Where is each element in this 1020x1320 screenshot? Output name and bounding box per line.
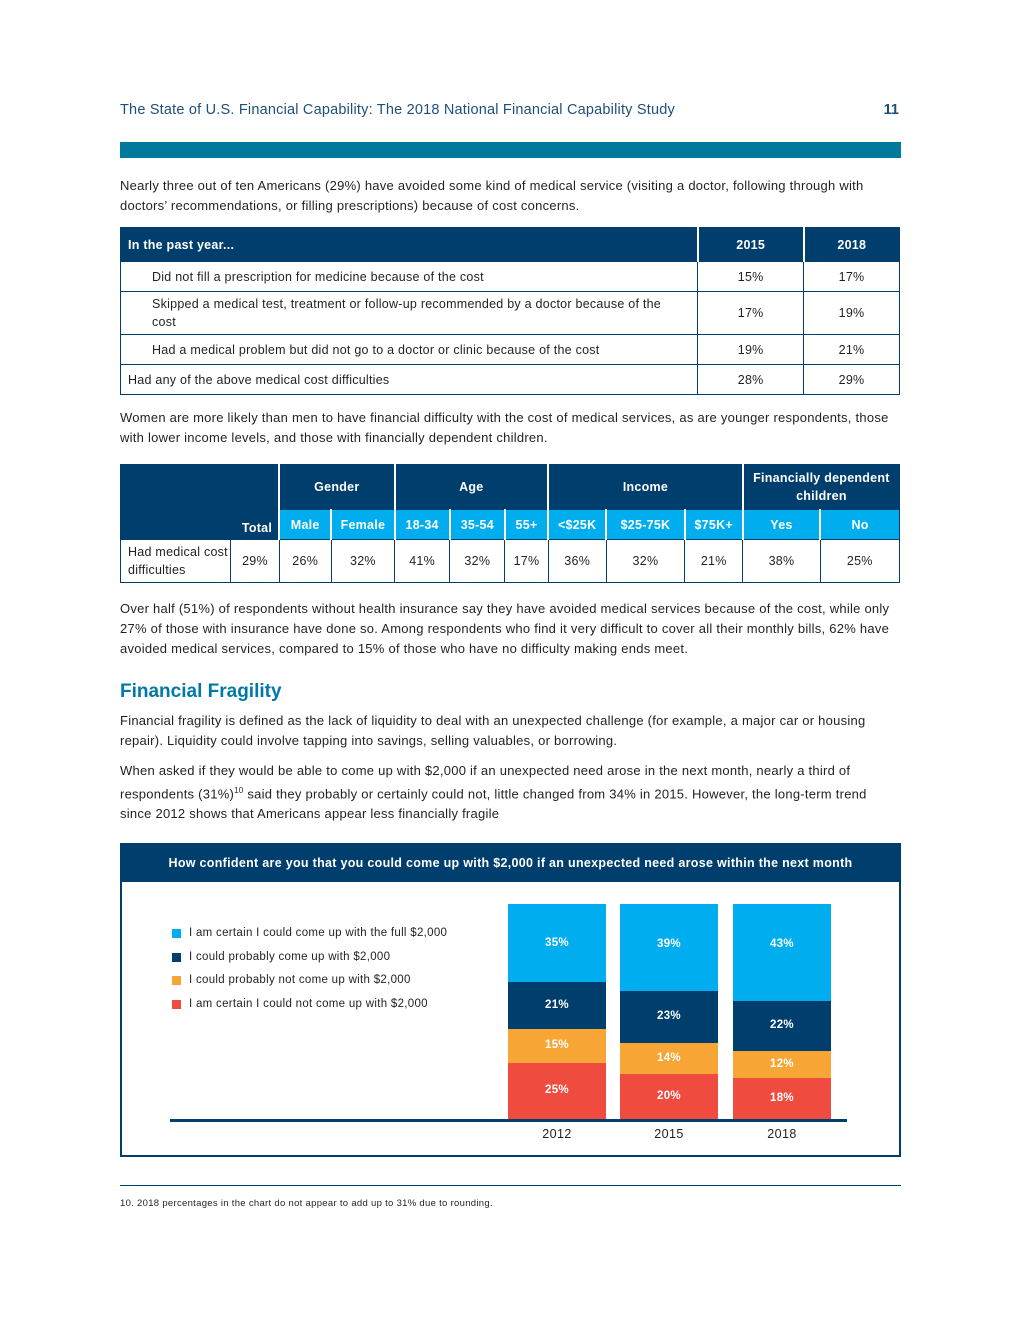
legend-label: I could probably come up with $2,000 (189, 950, 391, 963)
table-header-2018: 2018 (804, 228, 900, 262)
row-label: Had any of the above medical cost difficulties (121, 365, 698, 395)
col-male: Male (279, 510, 331, 540)
chart-title: How confident are you that you could come up with $2,000 if an unexpected need arose within the next month (122, 845, 899, 882)
cell-2018: 17% (804, 262, 900, 292)
cell-2015: 28% (698, 365, 804, 395)
table-header-label: In the past year... (121, 228, 698, 262)
bar-segment: 18% (733, 1078, 831, 1119)
header-title: The State of U.S. Financial Capability: The 2018 National Financial Capability Study (120, 102, 675, 118)
footnote-ref: 10 (234, 786, 244, 795)
page-number: 11 (883, 102, 899, 118)
table-row (121, 262, 900, 292)
legend-label: I could probably not come up with $2,000 (189, 974, 411, 986)
col-yes: Yes (743, 510, 820, 540)
group-income: Income (548, 465, 743, 510)
legend-label: I am certain I could come up with the full $2,000 (189, 927, 448, 939)
cell-yes: 38% (743, 540, 820, 583)
col-18-34: 18-34 (395, 510, 450, 540)
col-under-25k: <$25K (548, 510, 606, 540)
bar-segment: 23% (620, 991, 718, 1043)
section-title: Financial Fragility (120, 681, 282, 702)
x-tick-label: 2015 (654, 1127, 684, 1141)
table-row (121, 365, 900, 395)
table-header-row (121, 228, 900, 262)
cell-2015: 17% (698, 292, 804, 335)
bar-segment: 12% (733, 1051, 831, 1078)
demographics-table (120, 464, 900, 583)
row-label: Had medical cost difficulties (121, 540, 231, 583)
cell-no: 25% (820, 540, 899, 583)
col-75k-plus: $75K+ (685, 510, 743, 540)
paragraph-fragility-definition: Financial fragility is defined as the lack of liquidity to deal with an unexpected challenge (for example, a major car or housing repair). Liquidity could involve tapping into savings, selling valuables, or borrowing. (120, 713, 866, 748)
group-gender: Gender (279, 465, 394, 510)
legend-swatch (172, 929, 181, 938)
cell-2018: 29% (804, 365, 900, 395)
confidence-chart (120, 843, 901, 1157)
cell-75k-plus: 21% (685, 540, 743, 583)
row-label: Did not fill a prescription for medicine because of the cost (121, 262, 698, 292)
header-total: Total (121, 465, 280, 540)
chart-baseline (170, 1119, 847, 1122)
col-no: No (820, 510, 899, 540)
bar-segment: 14% (620, 1043, 718, 1074)
table-row (121, 540, 900, 583)
bar-segment: 15% (508, 1029, 606, 1063)
group-header-row (121, 465, 900, 510)
group-children: Financially dependent children (743, 465, 900, 510)
legend-swatch (172, 1000, 181, 1009)
cell-25-75k: 32% (606, 540, 684, 583)
cell-18-34: 41% (395, 540, 450, 583)
bar-segment: 20% (620, 1074, 718, 1119)
paragraph-insurance: Over half (51%) of respondents without health insurance say they have avoided medical services because of the cost, while only 27% of those with insurance have done so. Among respondents who find it very difficult to cover all their monthly bills, 62% have avoided medical services, compared to 15% of those who have no difficulty making ends meet. (120, 601, 890, 656)
table-header-2015: 2015 (698, 228, 804, 262)
col-25-75k: $25-75K (606, 510, 684, 540)
medical-cost-table (120, 227, 900, 395)
cell-2018: 19% (804, 292, 900, 335)
paragraph-demographics: Women are more likely than men to have financial difficulty with the cost of medical services, as are younger respondents, those with lower income levels, and those with financially dependent children. (120, 410, 889, 445)
col-35-54: 35-54 (450, 510, 505, 540)
intro-paragraph: Nearly three out of ten Americans (29%) have avoided some kind of medical service (visiting a doctor, following through with doctors’ recommendations, or filling prescriptions) because of cost concerns. (120, 178, 864, 213)
col-female: Female (331, 510, 394, 540)
paragraph-text: When asked if they would be able to come up with $2,000 if an unexpected need arose in the next month, nearly a third of respondents (31%) (120, 763, 851, 802)
bar-segment: 25% (508, 1063, 606, 1119)
cell-35-54: 32% (450, 540, 505, 583)
legend-swatch (172, 953, 181, 962)
cell-2018: 21% (804, 335, 900, 365)
bar-segment: 43% (733, 904, 831, 1001)
legend-label: I am certain I could not come up with $2,000 (189, 997, 428, 1010)
x-tick-label: 2012 (542, 1127, 572, 1141)
group-age: Age (395, 465, 549, 510)
paragraph-fragility-trend (120, 761, 901, 824)
bar-segment: 21% (508, 982, 606, 1029)
cell-2015: 19% (698, 335, 804, 365)
footnote: 10. 2018 percentages in the chart do not appear to add up to 31% due to rounding. (120, 1198, 493, 1209)
page-header (120, 102, 901, 122)
header-bar (120, 142, 901, 158)
bar-segment: 35% (508, 904, 606, 982)
table-row (121, 292, 900, 335)
footnote-rule (120, 1185, 901, 1186)
cell-2015: 15% (698, 262, 804, 292)
legend-swatch (172, 976, 181, 985)
bar-segment: 39% (620, 904, 718, 991)
paragraph-text: said they probably or certainly could not, little changed from 34% in 2015. However, the long-term trend since 2012 shows that Americans appear less financially fragile (120, 786, 867, 822)
table-row (121, 335, 900, 365)
cell-female: 32% (331, 540, 394, 583)
row-label: Had a medical problem but did not go to a doctor or clinic because of the cost (121, 335, 698, 365)
cell-55plus: 17% (505, 540, 548, 583)
cell-total: 29% (231, 540, 279, 583)
cell-under-25k: 36% (548, 540, 606, 583)
col-55plus: 55+ (505, 510, 548, 540)
bar-segment: 22% (733, 1001, 831, 1051)
cell-male: 26% (279, 540, 331, 583)
row-label: Skipped a medical test, treatment or follow-up recommended by a doctor because of the cost (121, 292, 698, 335)
x-tick-label: 2018 (767, 1127, 797, 1141)
